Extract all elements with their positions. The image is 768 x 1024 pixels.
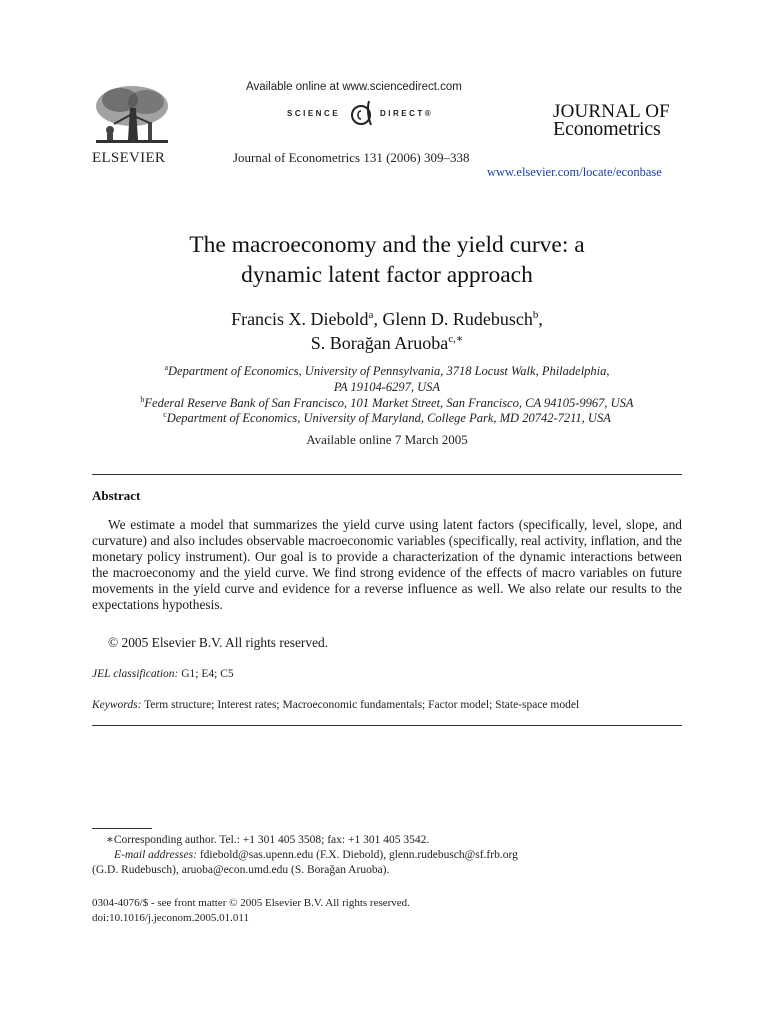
publisher-name: ELSEVIER bbox=[92, 150, 166, 166]
author-list bbox=[92, 307, 682, 355]
keywords-label: Keywords: bbox=[92, 699, 142, 711]
jel-codes: G1; E4; C5 bbox=[181, 668, 234, 680]
affiliation-a bbox=[92, 363, 682, 395]
affiliation-mark: c bbox=[163, 409, 167, 419]
abstract-copyright: © 2005 Elsevier B.V. All rights reserved. bbox=[108, 635, 329, 650]
keywords bbox=[92, 699, 692, 711]
keywords-list: Term structure; Interest rates; Macroeconomic fundamentals; Factor model; State-space model bbox=[144, 699, 580, 711]
affiliation-c bbox=[92, 410, 682, 426]
author-name: Francis X. Diebold bbox=[231, 309, 369, 329]
divider-top bbox=[92, 474, 682, 475]
available-date: Available online 7 March 2005 bbox=[306, 432, 468, 447]
journal-url bbox=[487, 165, 662, 180]
author-affil-mark: a bbox=[368, 309, 374, 321]
sciencedirect-d-icon bbox=[347, 98, 377, 128]
author-affil-mark: b bbox=[532, 309, 539, 321]
affiliation-mark: b bbox=[140, 394, 145, 404]
author-line2 bbox=[92, 331, 682, 355]
sciencedirect-wordmark-right: DIRECT® bbox=[380, 109, 434, 118]
affiliation-b bbox=[92, 395, 682, 411]
imprint-doi: doi:10.1016/j.jeconom.2005.01.011 bbox=[92, 912, 249, 924]
jel-classification bbox=[92, 668, 234, 680]
imprint-line1: 0304-4076/$ - see front matter © 2005 Elsevier B.V. All rights reserved. bbox=[92, 897, 410, 909]
affiliation-mark: a bbox=[164, 362, 169, 372]
email-line1: fdiebold@sas.upenn.edu (F.X. Diebold), glenn.rudebusch@sf.frb.org bbox=[199, 849, 518, 861]
journal-title-line1: JOURNAL OF bbox=[553, 101, 670, 122]
footnote-email bbox=[92, 848, 714, 863]
abstract-body: We estimate a model that summarizes the yield curve using latent factors (specifically, level, slope, and curvature) and also includes observable macroeconomic variables (specifically, real activity, inflation, and the monetary policy instrument). Our goal is to provide a characterization of the dynamic interactions between the macroeconomy and the yield curve. We find strong evidence of the effects of macro variables on future movements in the yield curve and evidence for a reverse influence as well. We also relate our results to the expectations hypothesis. bbox=[92, 517, 682, 612]
author-affil-mark: c,∗ bbox=[448, 333, 464, 345]
author-separator: , bbox=[373, 309, 383, 329]
footnote-email-cont: (G.D. Rudebusch), aruoba@econ.umd.edu (S. Borağan Aruoba). bbox=[92, 864, 390, 876]
journal-url-link[interactable]: www.elsevier.com/locate/econbase bbox=[487, 165, 662, 179]
journal-citation: Journal of Econometrics 131 (2006) 309–338 bbox=[233, 150, 470, 165]
sciencedirect-wordmark-left: SCIENCE bbox=[287, 109, 341, 118]
imprint bbox=[92, 896, 410, 926]
footnote-corresponding: ∗Corresponding author. Tel.: +1 301 405 3508; fax: +1 301 405 3542. bbox=[106, 834, 430, 846]
divider-bottom bbox=[92, 725, 682, 726]
affiliation-text: Department of Economics, University of Maryland, College Park, MD 20742-7211, USA bbox=[166, 411, 611, 425]
footnote-rule bbox=[92, 828, 152, 829]
email-label: E-mail addresses: bbox=[114, 849, 197, 861]
author-separator: , bbox=[538, 309, 543, 329]
affiliation-text: Department of Economics, University of Pennsylvania, 3718 Locust Walk, Philadelphia, bbox=[168, 364, 610, 378]
author-name: S. Borağan Aruoba bbox=[310, 333, 449, 353]
available-online-notice: Available online at www.sciencedirect.com bbox=[246, 81, 462, 93]
jel-label: JEL classification: bbox=[92, 668, 179, 680]
article-title-line1: The macroeconomy and the yield curve: a bbox=[189, 232, 585, 258]
journal-title-line2: Econometrics bbox=[553, 118, 661, 140]
author-name: Glenn D. Rudebusch bbox=[382, 309, 533, 329]
article-title-line2: dynamic latent factor approach bbox=[241, 262, 533, 288]
abstract-heading: Abstract bbox=[92, 488, 141, 503]
article-title bbox=[92, 230, 682, 290]
author-line1 bbox=[92, 307, 682, 331]
affiliation-text-cont: PA 19104-6297, USA bbox=[333, 380, 441, 394]
tree-logo-graphic bbox=[92, 84, 172, 150]
affiliation-text: Federal Reserve Bank of San Francisco, 101 Market Street, San Francisco, CA 94105-9967, USA bbox=[144, 396, 634, 410]
